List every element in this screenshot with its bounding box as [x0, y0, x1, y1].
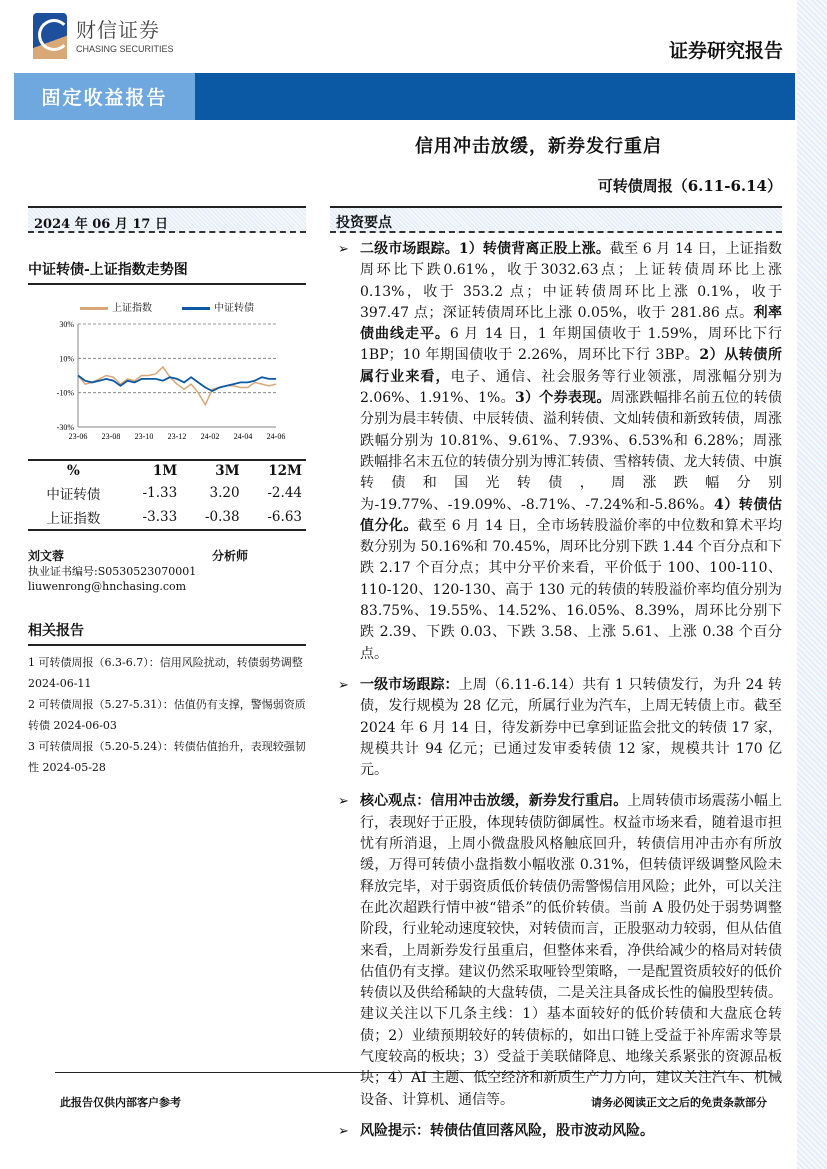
key-point-core-view	[330, 791, 782, 1110]
bold-text: 二级市场跟踪。1）转债背离正股上涨。	[360, 241, 610, 257]
x-tick-label: 23-08	[101, 432, 121, 441]
key-point-primary-market	[330, 675, 782, 781]
report-subtitle: 可转债周报（6.11-6.14）	[597, 177, 782, 195]
bold-text: 利率债曲线走平。	[360, 304, 783, 343]
arrow-bullet-icon: ➢	[338, 242, 349, 257]
report-title: 信用冲击放缓，新券发行重启	[415, 136, 662, 157]
legend-item-cb	[182, 299, 254, 314]
cell: -2.44	[267, 485, 302, 501]
y-tick-label: 30%	[59, 320, 74, 329]
body-text: 6 月 14 日，1 年期国债收于 1.59%，周环比下行 1BP；10 年期国债收于 2.26%，周环比下行 3BP。	[360, 326, 782, 364]
related-report-item[interactable]: 2 可转债周报（5.27-5.31）：估值仍有支撑，警惕弱资质转债 2024-06-03	[28, 698, 306, 732]
key-points-title: 投资要点	[330, 206, 782, 233]
body-text: 上周转债市场震荡小幅上行，表现好于正股，体现转债防御属性。权益市场来看，随着退市担忧有所消退，上周小微盘股风格触底回升，转债信用冲击亦有所放缓，万得可转债小盘指数小幅收涨 0.31%，但转债评级调整风险未释放完毕，对于弱资质低价转债仍需警惕信用风险；此外，可以关注在此次超跌行情中被“错杀”的低价转债。当前 A 股仍处于弱势调整阶段，行业轮动速度较快，对转债而言，正股驱动力较弱，但从估值来看，上周新券发行虽重启，但整体来看，净供给减少的格局对转债估值仍有支撑。建议仍然采取哑铃型策略，一是配置资质较好的低价转债以及供给稀缺的大盘转债，二是关注具备成长性的偏股型转债。建议关注以下几条主线：1）基本面较好的低价转债和大盘底仓转债；2）业绩预期较好的转债标的，如出口链上受益于补库需求等景气度较高的板块；3）受益于美联储降息、地缘关系紧张的资源品板块；4）AI 主题、低空经济和新质生产力方向，建议关注汽车、机械设备、计算机、通信等。	[360, 793, 783, 1108]
cell: -0.38	[204, 509, 240, 525]
logo-cn: 财信证券	[76, 18, 160, 42]
header-cell: 12M	[268, 463, 302, 479]
x-tick-label: 24-04	[233, 432, 253, 441]
category-label: 固定收益报告	[14, 73, 195, 120]
bold-text: 4）转债估值分化。	[360, 496, 782, 534]
bold-text: 核心观点：信用冲击放缓，新券发行重启。	[360, 793, 628, 810]
footer-divider	[55, 1072, 770, 1073]
table-header-row	[28, 460, 306, 481]
related-title: 相关报告	[28, 620, 306, 646]
y-tick-label: -10%	[56, 388, 74, 398]
x-tick-label: 23-06	[68, 432, 88, 441]
page-edge-strip	[797, 0, 827, 1169]
table-row	[28, 481, 306, 505]
key-point-risk	[330, 1121, 782, 1142]
header-cell: 1M	[152, 463, 178, 479]
category-banner	[14, 73, 795, 120]
bold-text: 一级市场跟踪：	[360, 676, 459, 693]
cell: 中证转债	[46, 487, 101, 503]
cell: -3.33	[142, 509, 178, 525]
key-point-secondary-market	[330, 239, 782, 665]
analyst-block	[28, 549, 306, 594]
body-text: 周涨跌幅排名前五位的转债分别为晨丰转债、中辰转债、溢利转债、文灿转债和新致转债，周涨跌幅分别为 10.81%、9.61%、7.93%、6.53%和 6.28%；周涨跌幅排名末五位的转债分别为博汇转债、雪榕转债、龙大转债、中旗转债和国光转债，周涨跌幅分别为-19.77%、-19.09%、-8.71%、-7.24%和-5.86%。	[360, 390, 782, 513]
performance-table	[28, 459, 306, 531]
legend-label: 中证转债	[214, 303, 254, 314]
table-row	[28, 505, 306, 530]
x-tick-label: 23-12	[167, 432, 187, 441]
arrow-bullet-icon: ➢	[338, 1123, 349, 1139]
body-text: 上周（6.11-6.14）共有 1 只转债发行，为升 24 转债，发行规模为 28 亿元，所属行业为汽车，上周无转债上市。截至 2024 年 6 月 14 日，待发新券中已拿到证监会批文的转债 17 家，规模共计 94 亿元；已通过发审委转债 12 家，规模共计 170 亿元。	[360, 676, 782, 779]
cell: -1.33	[142, 485, 178, 501]
legend-item-sse	[80, 299, 152, 314]
bold-text: 3）个券表现。	[514, 390, 611, 407]
logo-en: CHASING SECURITIES	[76, 44, 174, 54]
header-cell: %	[66, 463, 80, 479]
body-text: 截至 6 月 14 日，全市场转股溢价率的中位数和算术平均数分别为 50.16%和 70.45%，周环比分别下跌 1.44 个百分点和下跌 2.17 个百分点；其中分平价来看，平价低于 100、100-110、110-120、120-130、高于 130 元的转债的转股溢价率均值分别为 83.75%、19.55%、14.52%、16.05%、8.39%，周环比分别下跌 2.39、下跌 0.03、下跌 3.58、上涨 5.61、上涨 0.38 个百分点。	[360, 517, 782, 662]
footer-right: 请务必阅读正文之后的免责条款部分	[591, 1096, 767, 1109]
header-cell: 3M	[215, 463, 240, 479]
bold-text: 风险提示：转债估值回落风险，股市波动风险。	[360, 1122, 654, 1139]
series-line-sse-index	[78, 367, 276, 405]
logo-mark-icon	[33, 13, 67, 59]
analyst-email[interactable]: liuwenrong@hnchasing.com	[28, 580, 187, 593]
cell: 上证指数	[46, 511, 101, 527]
x-tick-label: 24-06	[266, 432, 286, 441]
legend-swatch	[80, 307, 108, 310]
trend-chart	[28, 316, 306, 451]
arrow-bullet-icon: ➢	[338, 794, 349, 810]
analyst-name: 刘文蓉	[28, 549, 65, 563]
doc-type: 证券研究报告	[668, 40, 783, 62]
company-logo	[20, 12, 190, 62]
related-reports	[28, 652, 306, 778]
cell: 3.20	[209, 485, 240, 501]
report-date: 2024 年 06 月 17 日	[28, 206, 306, 233]
x-tick-label: 24-02	[200, 432, 220, 441]
bold-text: 2）从转债所属行业来看，	[360, 347, 782, 385]
related-report-item[interactable]: 3 可转债周报（5.20-5.24）：转债估值抬升，表现较强韧性 2024-05-28	[28, 740, 306, 774]
analyst-role: 分析师	[211, 549, 248, 563]
related-report-item[interactable]: 1 可转债周报（6.3-6.7）：信用风险扰动，转债弱势调整 2024-06-11	[28, 656, 303, 690]
cell: -6.63	[267, 509, 302, 525]
body-text: 电子、通信、社会服务等行业领涨，周涨幅分别为 2.06%、1.91%、1%。	[360, 368, 783, 407]
analyst-header	[28, 549, 248, 564]
y-tick-label: 10%	[59, 354, 74, 364]
right-column	[330, 206, 782, 1142]
legend-label: 上证指数	[112, 303, 152, 314]
y-tick-label: -30%	[56, 423, 74, 432]
x-tick-label: 23-10	[134, 432, 154, 441]
chart-legend	[28, 299, 306, 314]
chart-title: 中证转债-上证指数走势图	[28, 259, 306, 285]
analyst-cert: 执业证书编号:S0530523070001	[28, 565, 197, 578]
left-column	[28, 206, 306, 778]
arrow-bullet-icon: ➢	[338, 677, 349, 693]
body-text: 截至 6 月 14 日，上证指数周环比下跌0.61%，收于3032.63点；上证转债周环比上涨0.13%，收于 353.2 点；中证转债周环比上涨 0.1%，收于 397.47 点；深证转债周环比上涨 0.05%，收于 281.86 点。	[360, 241, 782, 321]
footer-left: 此报告仅供内部客户参考	[60, 1096, 181, 1109]
legend-swatch	[182, 307, 210, 310]
